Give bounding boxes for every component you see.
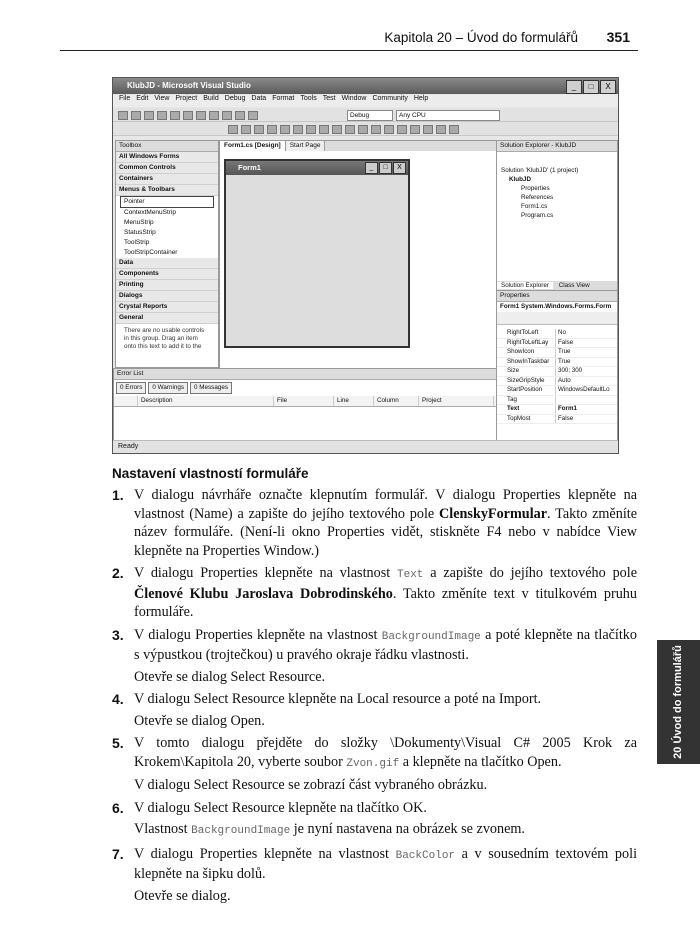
property-row[interactable] — [497, 377, 617, 387]
new-project-icon[interactable] — [118, 111, 128, 120]
config-select[interactable]: Debug — [347, 110, 393, 121]
step-result: Otevře se dialog Open. — [134, 712, 265, 729]
property-value[interactable]: False — [558, 414, 574, 422]
form1-maximize: □ — [379, 162, 392, 174]
step-item — [112, 845, 637, 906]
vs-menubar — [113, 95, 618, 107]
menu-edit[interactable]: Edit — [136, 95, 149, 102]
form1-title: Form1 — [226, 161, 408, 175]
paste-icon[interactable] — [209, 111, 219, 120]
align-right-icon[interactable] — [254, 125, 264, 134]
tree-program[interactable]: Program.cs — [521, 212, 554, 219]
toolbox-panel — [115, 140, 219, 368]
page-number: 351 — [606, 29, 630, 45]
vs-titlebar — [113, 78, 618, 94]
add-item-icon[interactable] — [131, 111, 141, 120]
solution-explorer-title: Solution Explorer - KlubJD — [497, 141, 617, 152]
standard-toolbar — [113, 108, 618, 122]
tab-form1-design[interactable]: Form1.cs [Design] — [220, 141, 286, 151]
vs-screenshot — [112, 77, 619, 454]
error-list-header — [114, 396, 496, 407]
property-value[interactable]: Auto — [558, 376, 571, 384]
step-text: V dialogu Properties klepněte na vlastnost BackColor a v sousedním textovém poli klepněte na šipku dolů. — [134, 845, 638, 882]
property-value[interactable]: True — [558, 357, 571, 365]
property-row[interactable] — [497, 339, 617, 349]
redo-icon[interactable] — [235, 111, 245, 120]
step-number: 3. — [112, 626, 124, 643]
maximize-button[interactable]: □ — [583, 80, 599, 94]
property-name: TopMost — [497, 415, 556, 424]
property-value[interactable]: True — [558, 348, 571, 355]
toolbox-item[interactable]: Printing — [116, 280, 218, 291]
front-icon[interactable] — [410, 125, 420, 134]
errors-filter-button[interactable]: 0 Errors — [116, 382, 146, 394]
property-row[interactable] — [497, 348, 617, 358]
step-number: 2. — [112, 565, 124, 581]
toolbox-item[interactable]: General — [116, 313, 218, 324]
center-v-icon[interactable] — [397, 125, 407, 134]
property-value[interactable]: Form1 — [558, 405, 577, 412]
properties-panel — [496, 290, 618, 444]
step-text: V dialogu Select Resource klepněte na tlačítko OK. — [134, 799, 427, 816]
steps-list — [112, 486, 637, 909]
property-name: RightToLeft — [497, 329, 556, 338]
toolbox-item[interactable]: Crystal Reports — [116, 302, 218, 313]
form1-preview[interactable] — [224, 159, 410, 348]
toolbox-item[interactable]: Common Controls — [116, 163, 218, 174]
toolbox-item[interactable]: ToolStrip — [124, 239, 150, 246]
toolbox-item[interactable]: Components — [116, 269, 218, 280]
tree-solution[interactable]: Solution 'KlubJD' (1 project) — [501, 167, 579, 174]
align-left-icon[interactable] — [228, 125, 238, 134]
property-value[interactable] — [556, 396, 558, 405]
cut-icon[interactable] — [183, 111, 193, 120]
messages-filter-button[interactable]: 0 Messages — [190, 382, 232, 394]
align-center-icon[interactable] — [241, 125, 251, 134]
layout-toolbar — [113, 122, 618, 136]
step-result: Otevře se dialog. — [134, 887, 231, 904]
align-middle-icon[interactable] — [280, 125, 290, 134]
property-name: SizeGripStyle — [497, 377, 556, 386]
property-row[interactable] — [497, 367, 617, 377]
tree-project[interactable]: KlubJD — [509, 176, 532, 183]
property-row[interactable] — [497, 386, 617, 396]
step-item — [112, 486, 637, 560]
save-all-icon[interactable] — [170, 111, 180, 120]
undo-icon[interactable] — [222, 111, 232, 120]
tab-class-view[interactable]: Class View — [558, 282, 590, 289]
tab-order-icon[interactable] — [436, 125, 446, 134]
tree-form1[interactable]: Form1.cs — [521, 203, 548, 210]
property-value[interactable]: 300; 300 — [558, 367, 583, 374]
menu-project[interactable]: Project — [175, 95, 198, 102]
menu-build[interactable]: Build — [203, 95, 219, 102]
error-list — [113, 368, 497, 442]
vs-window-title: KlubJD - Microsoft Visual Studio — [127, 81, 251, 90]
hspace-icon[interactable] — [358, 125, 368, 134]
warnings-filter-button[interactable]: 0 Warnings — [148, 382, 188, 394]
property-row[interactable] — [497, 329, 617, 339]
step-text: V dialogu Properties klepněte na vlastnost BackgroundImage a poté klepněte na tlačítko s výpustkou (trojtečkou) u pravého okraje řádku vlastnosti. — [134, 626, 637, 663]
step-text: V dialogu Properties klepněte na vlastnost Text a zapište do jejího textového pole Členové Klubu Jaroslava Dobrodinského. Takto změníte text v titulkovém pruhu formuláře. — [134, 565, 637, 620]
align-bottom-icon[interactable] — [293, 125, 303, 134]
open-icon[interactable] — [144, 111, 154, 120]
toolbox-item[interactable]: StatusStrip — [124, 229, 156, 236]
property-name: RightToLeftLay — [497, 339, 556, 348]
toolbox-item[interactable]: Containers — [116, 174, 218, 185]
center-h-icon[interactable] — [384, 125, 394, 134]
property-value[interactable]: False — [558, 338, 574, 346]
vspace-icon[interactable] — [371, 125, 381, 134]
toolbox-title: Toolbox — [116, 141, 218, 152]
menu-community[interactable]: Community — [372, 95, 408, 102]
property-row[interactable] — [497, 396, 617, 406]
step-number: 4. — [112, 691, 124, 707]
menu-file[interactable]: File — [119, 95, 131, 102]
menu-format[interactable]: Format — [272, 95, 295, 102]
form1-minimize: _ — [365, 162, 378, 174]
side-tab-label: 20 Úvod do formulářů — [672, 645, 684, 759]
property-name: Text — [497, 405, 556, 414]
properties-object-select[interactable]: Form1 System.Windows.Forms.Form — [500, 303, 612, 310]
status-bar: Ready — [113, 440, 619, 453]
same-height-icon[interactable] — [319, 125, 329, 134]
menu-tools[interactable]: Tools — [300, 95, 317, 102]
property-name: StartPosition — [497, 386, 556, 395]
step-number: 7. — [112, 845, 124, 862]
step-text: V dialogu návrháře označte klepnutím formulář. V dialogu Properties klepněte na vlastnost (Name) a zapište do jejího textového pole ClenskyFormular. Takto změníte název formuláře. (Není-li okno Properties vidět, stiskněte F4 nebo v nabídce View klepněte na Properties Window.) — [134, 487, 638, 559]
properties-title: Properties — [497, 291, 617, 302]
toolbox-item[interactable]: ToolStripContainer — [124, 249, 178, 256]
step-number: 5. — [112, 735, 124, 751]
col-description[interactable]: Description — [138, 396, 274, 406]
step-item — [112, 564, 637, 622]
property-name: ShowInTaskbar — [497, 358, 556, 367]
section-heading: Nastavení vlastností formuláře — [112, 466, 309, 481]
menu-view[interactable]: View — [154, 95, 170, 102]
property-row[interactable] — [497, 358, 617, 368]
step-result: Otevře se dialog Select Resource. — [134, 668, 326, 685]
same-size-icon[interactable] — [332, 125, 342, 134]
toolbox-item[interactable]: All Windows Forms — [116, 152, 218, 163]
col-index — [114, 396, 138, 406]
step-item — [112, 690, 637, 730]
form1-close: X — [393, 162, 406, 174]
align-top-icon[interactable] — [267, 125, 277, 134]
step-result: V dialogu Select Resource se zobrazí část vybraného obrázku. — [134, 777, 488, 793]
close-button[interactable]: X — [600, 80, 616, 94]
step-number: 1. — [112, 487, 124, 503]
property-name: ShowIcon — [497, 348, 556, 357]
copy-icon[interactable] — [196, 111, 206, 120]
col-project[interactable]: Project — [419, 396, 494, 406]
property-name: Tag — [497, 396, 556, 405]
step-text: V tomto dialogu přejděte do složky \Dokumenty\Visual C# 2005 Krok za Krokem\Kapitola 20, vyberte soubor Zvon.gif a klepněte na tlačítko Open. — [134, 735, 637, 770]
grid-icon[interactable] — [345, 125, 355, 134]
step-number: 6. — [112, 799, 124, 816]
menu-data[interactable]: Data — [251, 95, 267, 102]
step-result: Vlastnost BackgroundImage je nyní nastavena na obrázek se zvonem. — [134, 821, 525, 837]
tab-start-page[interactable]: Start Page — [286, 141, 326, 151]
back-icon[interactable] — [423, 125, 433, 134]
error-list-title: Error List — [114, 369, 496, 380]
toolbox-item[interactable]: Pointer — [120, 196, 214, 208]
property-row[interactable] — [497, 405, 617, 415]
toolbox-item[interactable]: Menus & Toolbars — [116, 185, 218, 196]
minimize-button[interactable]: _ — [566, 80, 582, 94]
property-row[interactable] — [497, 415, 617, 425]
menu-test[interactable]: Test — [322, 95, 336, 102]
col-line[interactable]: Line — [334, 396, 374, 406]
property-value[interactable]: No — [558, 329, 566, 336]
chapter-title: Kapitola 20 – Úvod do formulářů — [384, 30, 578, 45]
chapter-side-tab — [657, 640, 700, 764]
toolbox-item[interactable]: MenuStrip — [124, 219, 154, 226]
col-file[interactable]: File — [274, 396, 334, 406]
step-text: V dialogu Select Resource klepněte na Local resource a poté na Import. — [134, 691, 542, 707]
step-item — [112, 799, 637, 841]
col-column[interactable]: Column — [374, 396, 419, 406]
step-item — [112, 626, 637, 687]
tree-properties[interactable]: Properties — [521, 185, 550, 192]
property-name: Size — [497, 367, 556, 376]
menu-debug[interactable]: Debug — [224, 95, 246, 102]
platform-select[interactable]: Any CPU — [396, 110, 500, 121]
start-icon[interactable] — [248, 111, 258, 120]
lock-icon[interactable] — [449, 125, 459, 134]
same-width-icon[interactable] — [306, 125, 316, 134]
toolbox-empty-note: There are no usable controls in this group. Drag an item onto this text to add it to the — [124, 327, 205, 350]
tab-solution-explorer[interactable]: Solution Explorer — [497, 282, 553, 289]
step-item — [112, 734, 637, 795]
toolbox-item[interactable]: Dialogs — [116, 291, 218, 302]
menu-help[interactable]: Help — [413, 95, 429, 102]
tree-references[interactable]: References — [521, 194, 554, 201]
page-header — [60, 28, 638, 51]
menu-window[interactable]: Window — [341, 95, 367, 102]
property-value[interactable]: WindowsDefaultLo — [558, 386, 610, 393]
solution-explorer — [496, 140, 618, 292]
toolbox-item[interactable]: ContextMenuStrip — [124, 209, 177, 216]
toolbox-item[interactable]: Data — [116, 258, 218, 269]
save-icon[interactable] — [157, 111, 167, 120]
